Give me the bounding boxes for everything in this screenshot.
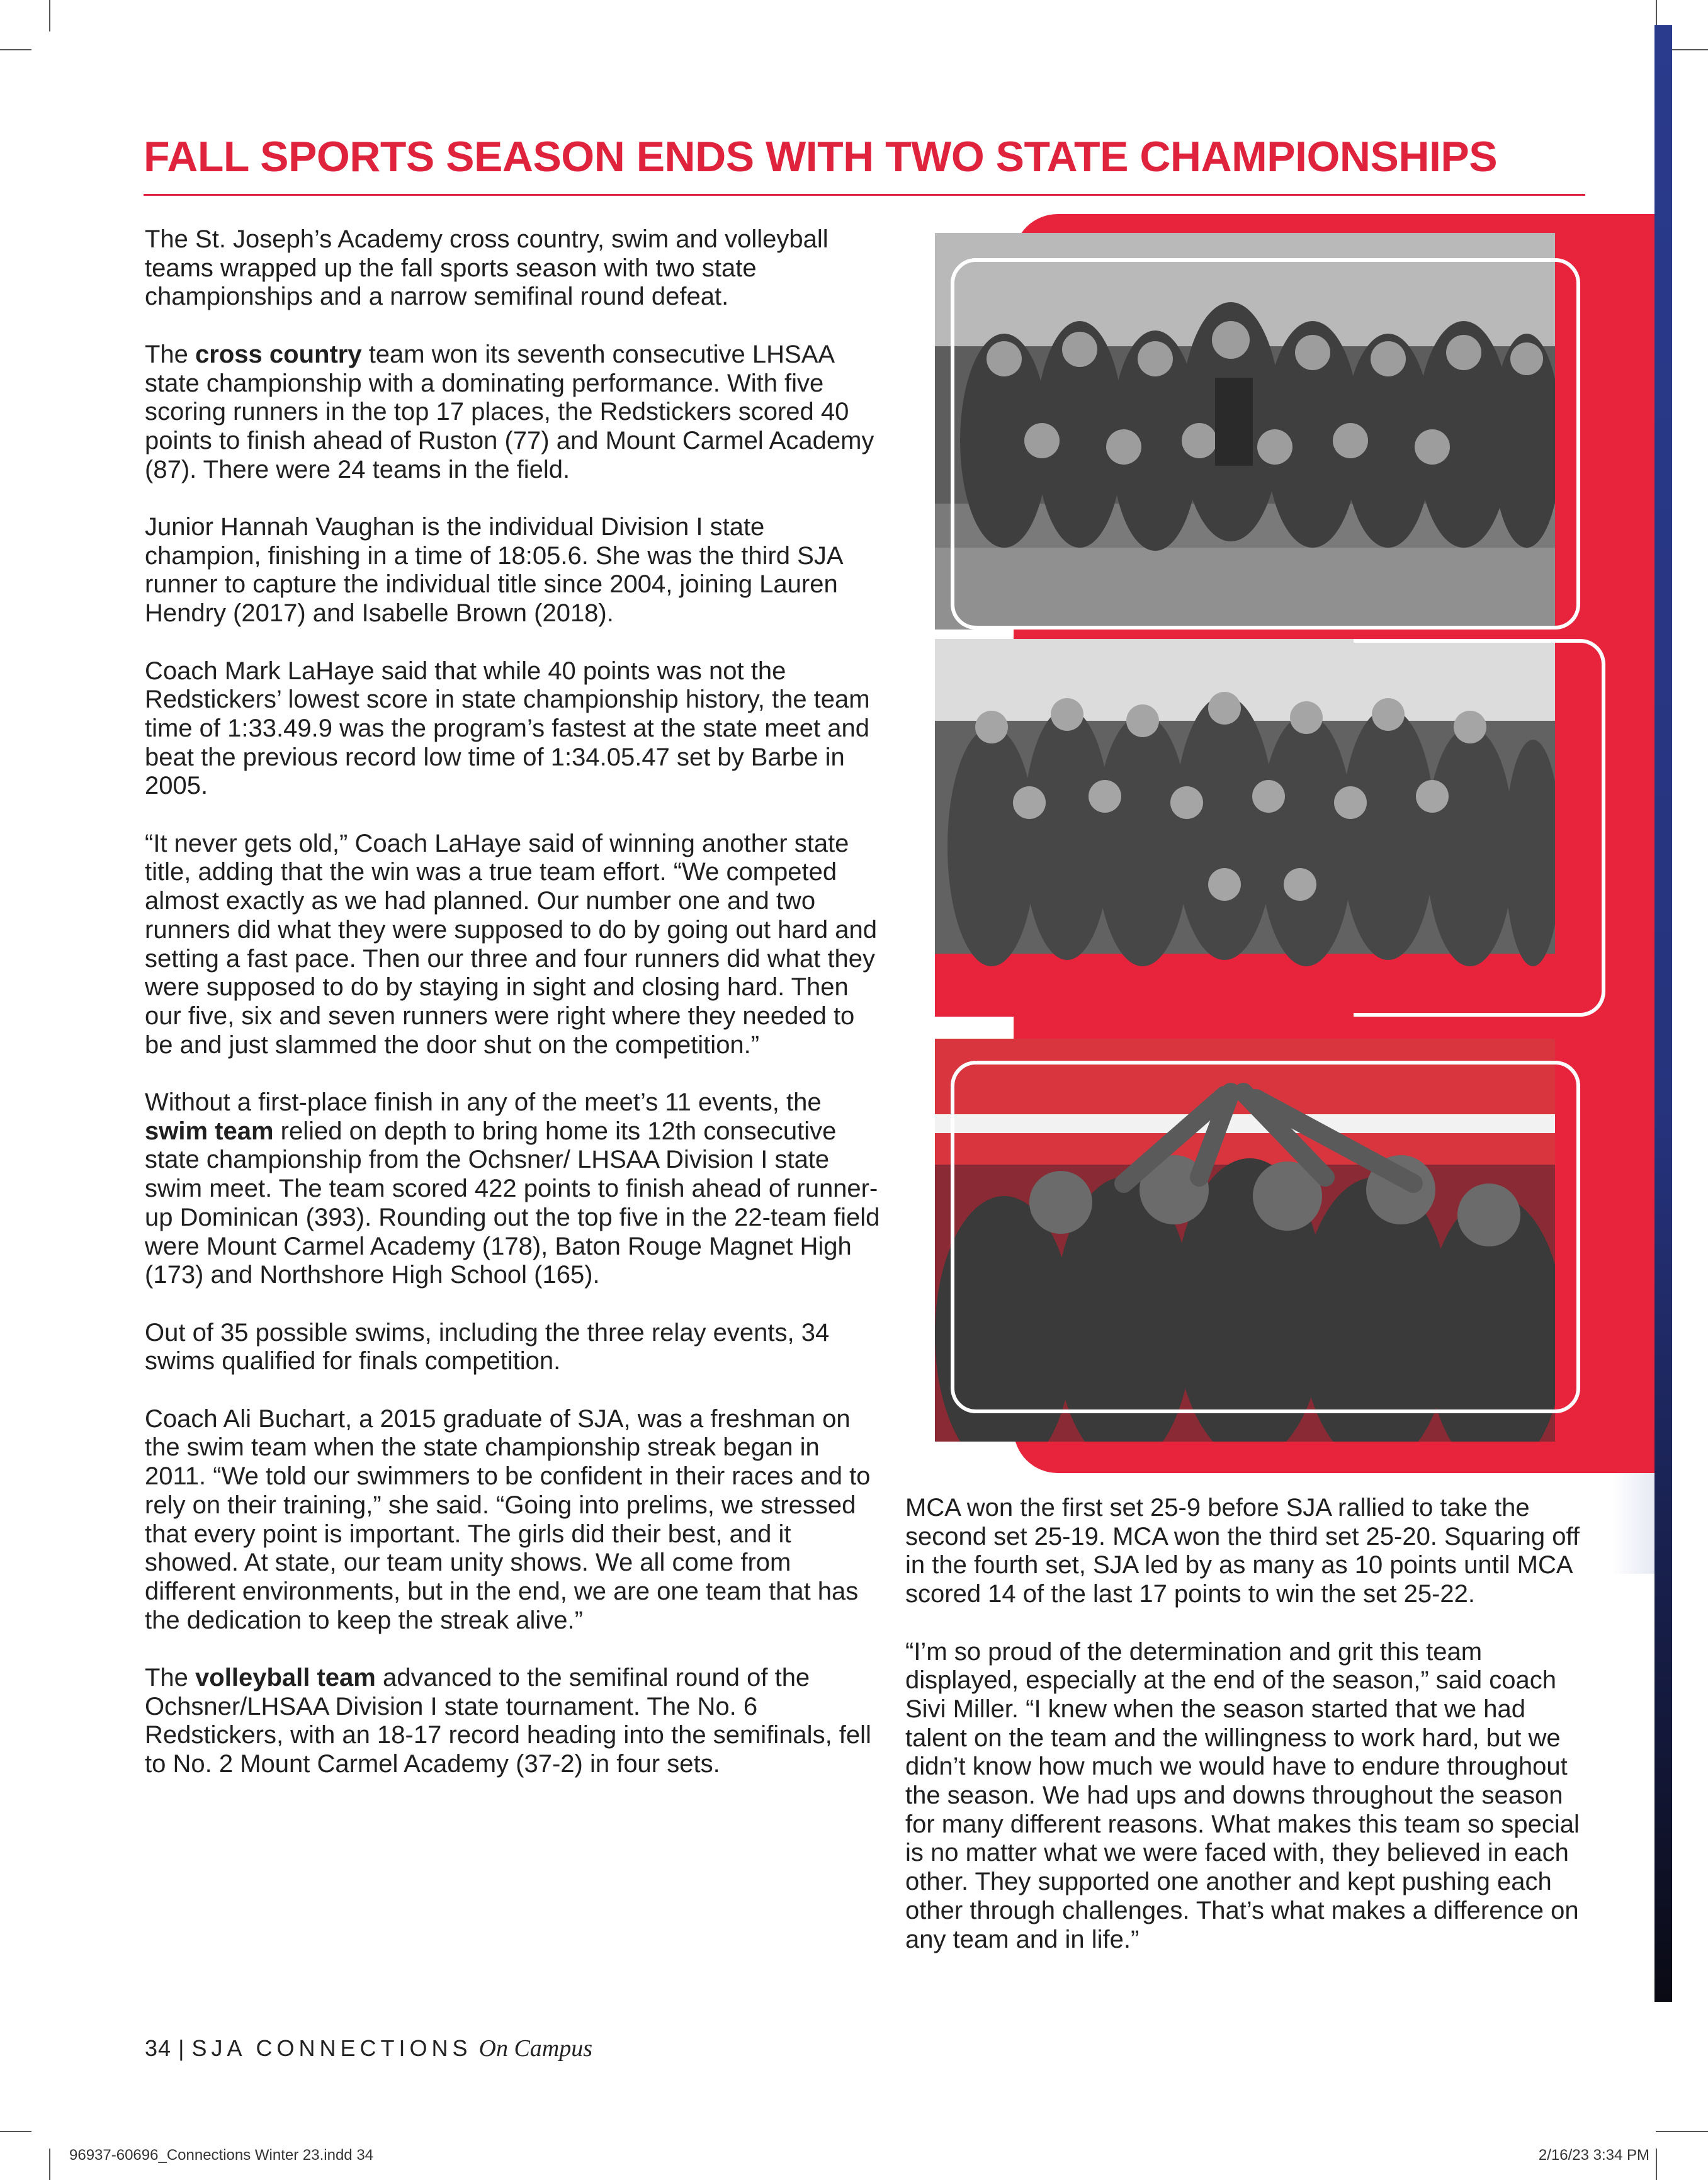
- page-edge-bar: [1654, 25, 1672, 2002]
- paragraph: “I’m so proud of the determination and grit this team displayed, especially at the end of the season,” said coach Sivi Miller. “I knew when the season started that we had talent on the team and the willingness to work hard, but we didn’t know how much we would have to endure throughout the season. We had ups and downs throughout the season for many different reasons. What makes this team so special is no matter what we were faced with, they believed in each other. They supported one another and kept pushing each other through challenges. That’s what makes a difference on any team and in life.”: [905, 1637, 1580, 1953]
- left-column: [145, 225, 881, 1779]
- photo-frame: [1354, 639, 1605, 1017]
- crop-mark: [0, 2131, 31, 2132]
- headline-rule: [144, 194, 1585, 196]
- bold-term: cross country: [195, 340, 362, 368]
- bold-term: volleyball team: [195, 1664, 376, 1692]
- paragraph: “It never gets old,” Coach LaHaye said of winning another state title, adding that the win was a true team effort. “We competed almost exactly as we had planned. Our number one and two runners did what they were supposed to do by going out hard and setting a fast pace. Then our three and four runners did what they were supposed to do by staying in sight and closing hard. Then our five, six and seven runners were right where they needed to be and just slammed the door shut on the competition.”: [145, 829, 878, 1059]
- paragraph: Junior Hannah Vaughan is the individual Division I state champion, finishing in a time of 18:05.6. She was the third SJA runner to capture the individual title since 2004, joining Lauren Hendry (2017) and Isabelle Brown (2018).: [145, 513, 842, 628]
- paragraph: Coach Ali Buchart, a 2015 graduate of SJA, was a freshman on the swim team when the state championship streak began in 2011. “We told our swimmers to be confident in their races and to rely on their training,” she said. “Going into prelims, we stressed that every point is important. The girls did their best, and it showed. At state, our team unity shows. We all come from different environments, but in the end, we are one team that has the dedication to keep the streak alive.”: [145, 1404, 871, 1634]
- print-slug-timestamp: 2/16/23 3:34 PM: [1538, 2147, 1649, 2164]
- footer-separator: |: [178, 2035, 185, 2061]
- crop-mark: [49, 0, 50, 31]
- article-headline: FALL SPORTS SEASON ENDS WITH TWO STATE CHAMPIONSHIPS: [144, 133, 1498, 181]
- paragraph: The volleyball team advanced to the semifinal round of the Ochsner/LHSAA Division I state tournament. The No. 6 Redstickers, with an 18-17 record heading into the semifinals, fell to No. 2 Mount Carmel Academy (37-2) in four sets.: [145, 1664, 871, 1778]
- paragraph: Coach Mark LaHaye said that while 40 points was not the Redstickers’ lowest score in state championship history, the team time of 1:33.49.9 was the program’s fastest at the state meet and beat the previous record low time of 1:34.05.47 set by Barbe in 2005.: [145, 657, 870, 800]
- crop-mark: [49, 2149, 50, 2180]
- photo-frame: [951, 1061, 1580, 1413]
- photo-frame: [951, 258, 1580, 630]
- crop-mark: [1656, 2149, 1657, 2180]
- paragraph: The cross country team won its seventh consecutive LHSAA state championship with a dominating performance. With five scoring runners in the top 17 places, the Redstickers scored 40 points to finish ahead of Ruston (77) and Mount Carmel Academy (87). There were 24 teams in the field.: [145, 340, 874, 483]
- print-slug-file: 96937-60696_Connections Winter 23.indd 34: [69, 2147, 374, 2164]
- paragraph: The St. Joseph’s Academy cross country, swim and volleyball teams wrapped up the fall sports season with two state championships and a narrow semifinal round defeat.: [145, 225, 829, 311]
- bold-term: swim team: [145, 1117, 274, 1145]
- paragraph: MCA won the first set 25-9 before SJA rallied to take the second set 25-19. MCA won the third set 25-20. Squaring off in the fourth set, SJA led by as many as 10 points until MCA scored 14 of the last 17 points to win the set 25-22.: [905, 1494, 1580, 1608]
- paragraph: Without a first-place finish in any of the meet’s 11 events, the swim team relied on depth to bring home its 12th consecutive state championship from the Ochsner/ LHSAA Division I state swim meet. The team scored 422 points to finish ahead of runner-up Dominican (393). Rounding out the top five in the 22-team field were Mount Carmel Academy (178), Baton Rouge Magnet High (173) and Northshore High School (165).: [145, 1088, 880, 1289]
- right-column: [905, 1494, 1592, 1954]
- publication-name: SJA CONNECTIONS: [191, 2035, 472, 2061]
- section-name: On Campus: [478, 2035, 593, 2062]
- paragraph: Out of 35 possible swims, including the three relay events, 34 swims qualified for finals competition.: [145, 1318, 830, 1375]
- crop-mark: [1656, 2131, 1708, 2132]
- page-footer: [145, 2035, 592, 2062]
- page-number: 34: [145, 2035, 172, 2061]
- crop-mark: [0, 49, 31, 50]
